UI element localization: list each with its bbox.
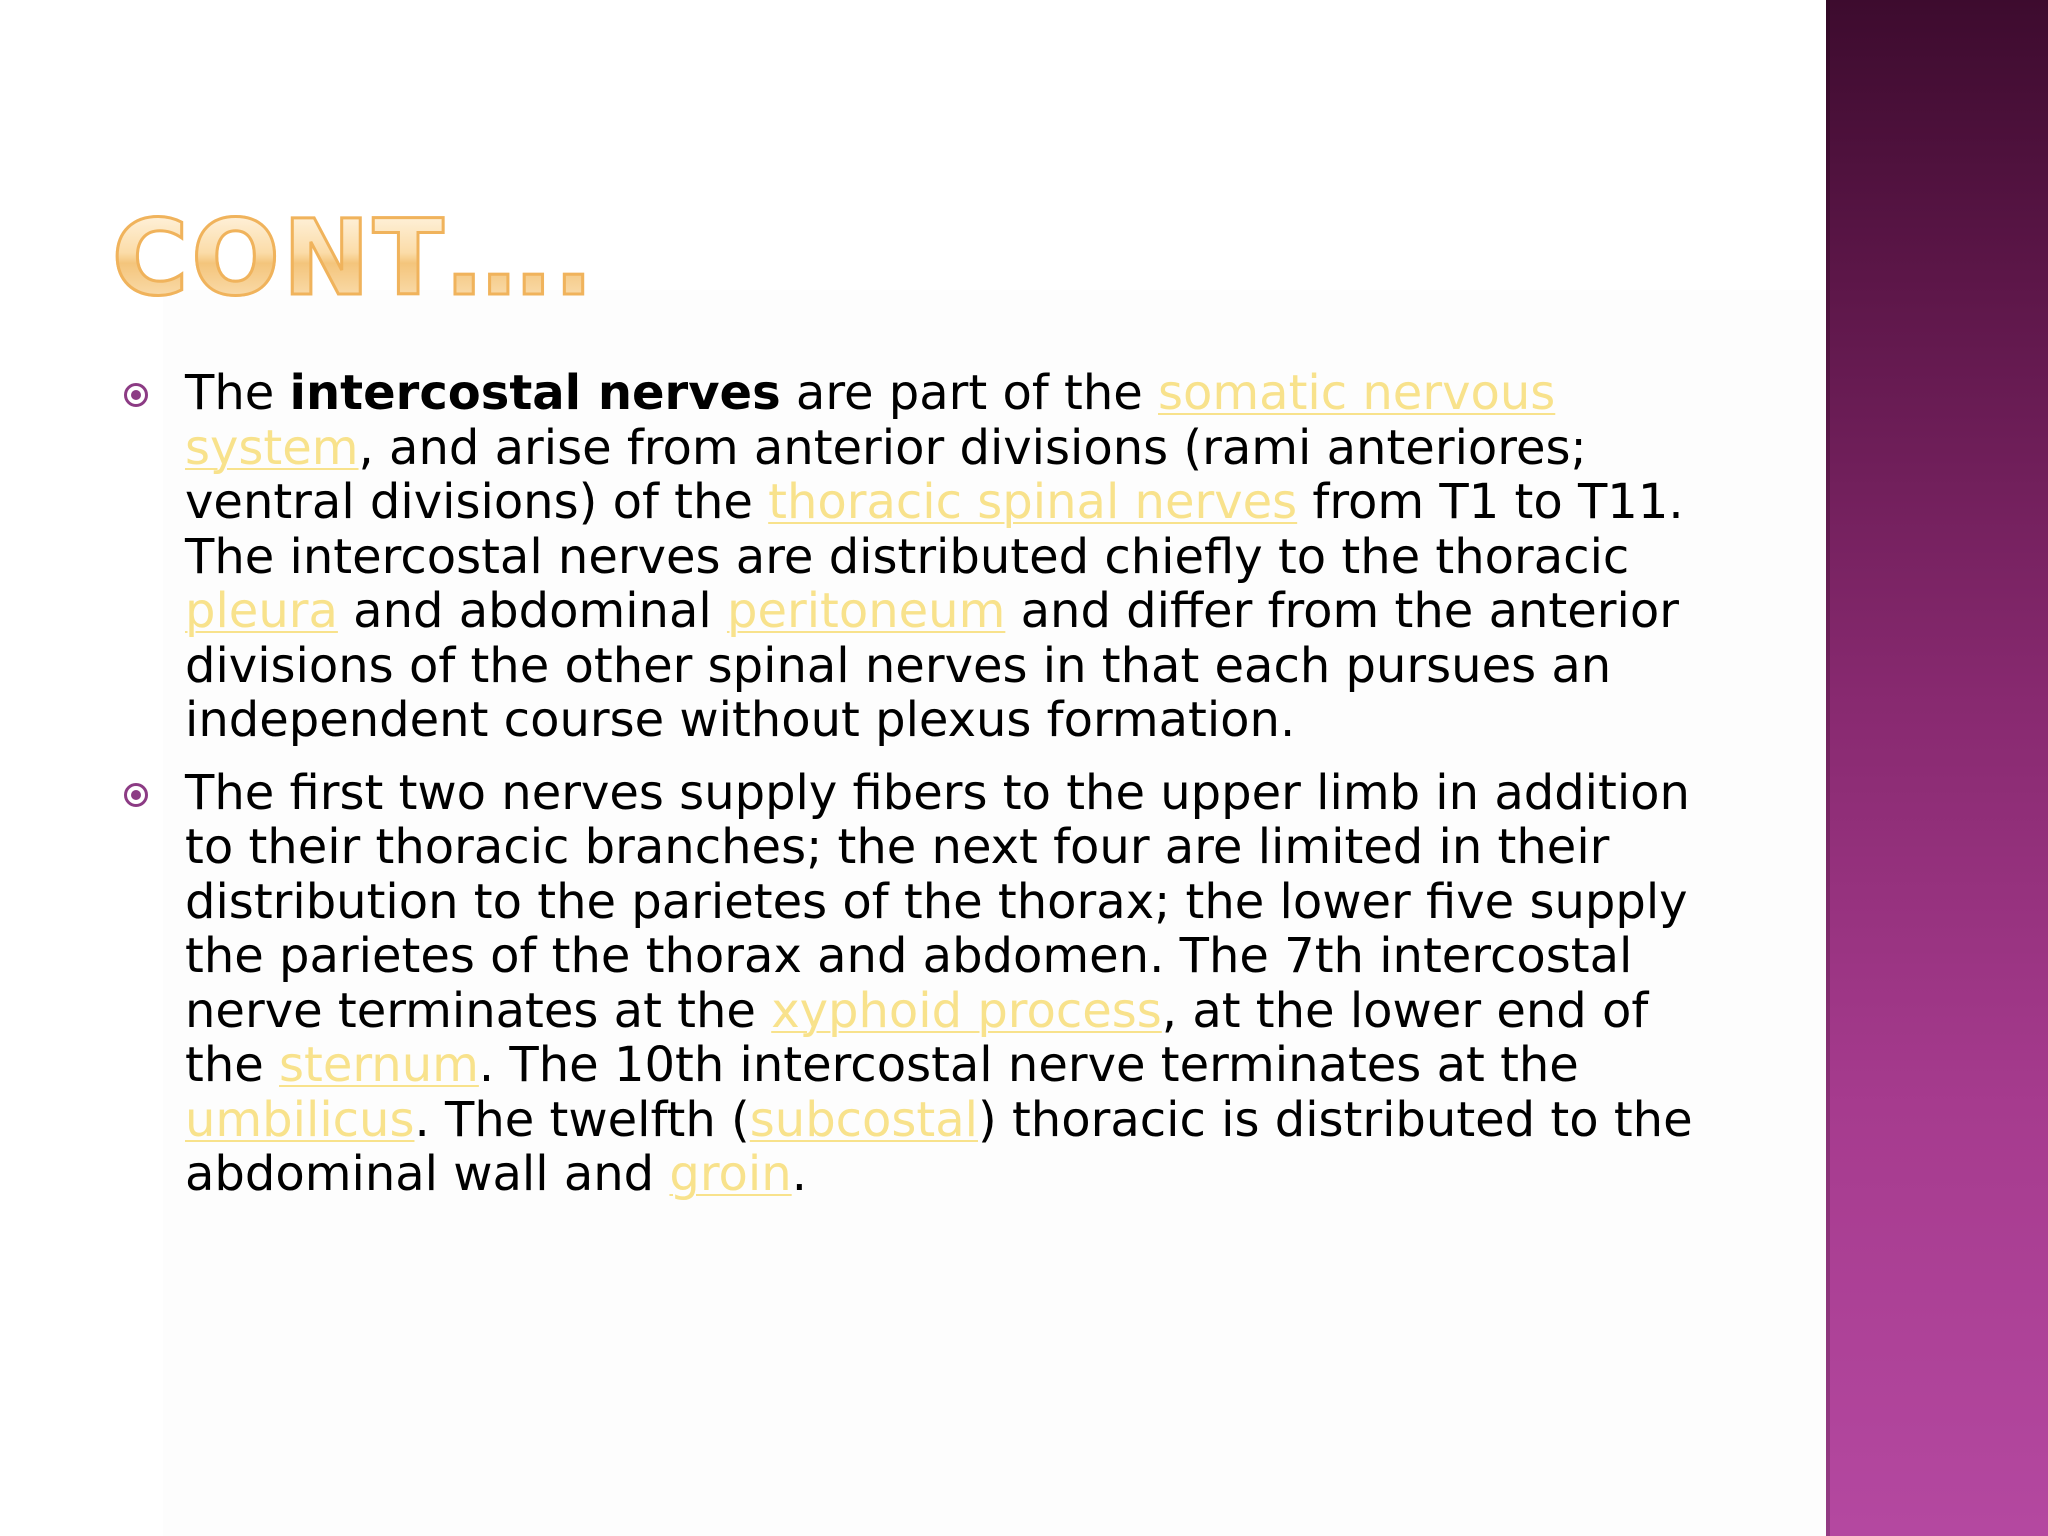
bullet-item-intercostal-nerves	[120, 366, 1720, 748]
text-segment: , and arise from anterior divisions (rami anteriores; ventral divisions) of the	[185, 419, 1587, 530]
circle-dot-bullet-icon	[124, 383, 148, 407]
link-sternum[interactable]: sternum	[279, 1037, 479, 1093]
text-segment: and abdominal	[337, 583, 727, 639]
text-segment: ) thoracic is distributed to the abdominal wall and	[185, 1091, 1693, 1202]
link-somatic-nervous-system[interactable]: somatic nervous system	[185, 365, 1556, 476]
text-segment: are part of the	[780, 365, 1159, 421]
link-pleura[interactable]: pleura	[185, 583, 338, 639]
link-peritoneum[interactable]: peritoneum	[726, 583, 1006, 639]
link-groin[interactable]: groin	[669, 1146, 792, 1202]
link-xyphoid-process[interactable]: xyphoid process	[771, 982, 1162, 1039]
link-thoracic-spinal-nerves[interactable]: thoracic spinal nerves	[768, 474, 1298, 530]
text-segment: The	[185, 365, 290, 421]
text-segment: from T1 to T11. The intercostal nerves are distributed chiefly to the thoracic	[185, 474, 1684, 585]
bullet-item-nerve-distribution	[120, 766, 1720, 1202]
text-segment: , at the lower end of the	[185, 982, 1649, 1093]
slide-title: CONT….	[112, 197, 597, 319]
link-subcostal[interactable]: subcostal	[749, 1091, 978, 1148]
text-segment: The first two nerves supply fibers to the upper limb in addition to their thoracic branches; the next four are limited in their distribution to the parietes of the thorax; the lower five supply the parietes of the thorax and abdomen. The 7th intercostal nerve terminates at the	[185, 764, 1690, 1039]
text-segment: .	[791, 1146, 807, 1202]
term-intercostal-nerves: intercostal nerves	[289, 365, 781, 421]
decorative-side-bar	[1826, 0, 2048, 1536]
text-segment: and differ from the anterior divisions of the other spinal nerves in that each pursues an independent course without plexus formation.	[185, 583, 1679, 748]
text-segment: . The 10th intercostal nerve terminates at the	[478, 1037, 1579, 1093]
text-segment: . The twelfth (	[414, 1091, 750, 1148]
circle-dot-bullet-icon	[124, 783, 148, 807]
link-umbilicus[interactable]: umbilicus	[185, 1091, 415, 1148]
bullet-list	[120, 366, 1720, 1220]
